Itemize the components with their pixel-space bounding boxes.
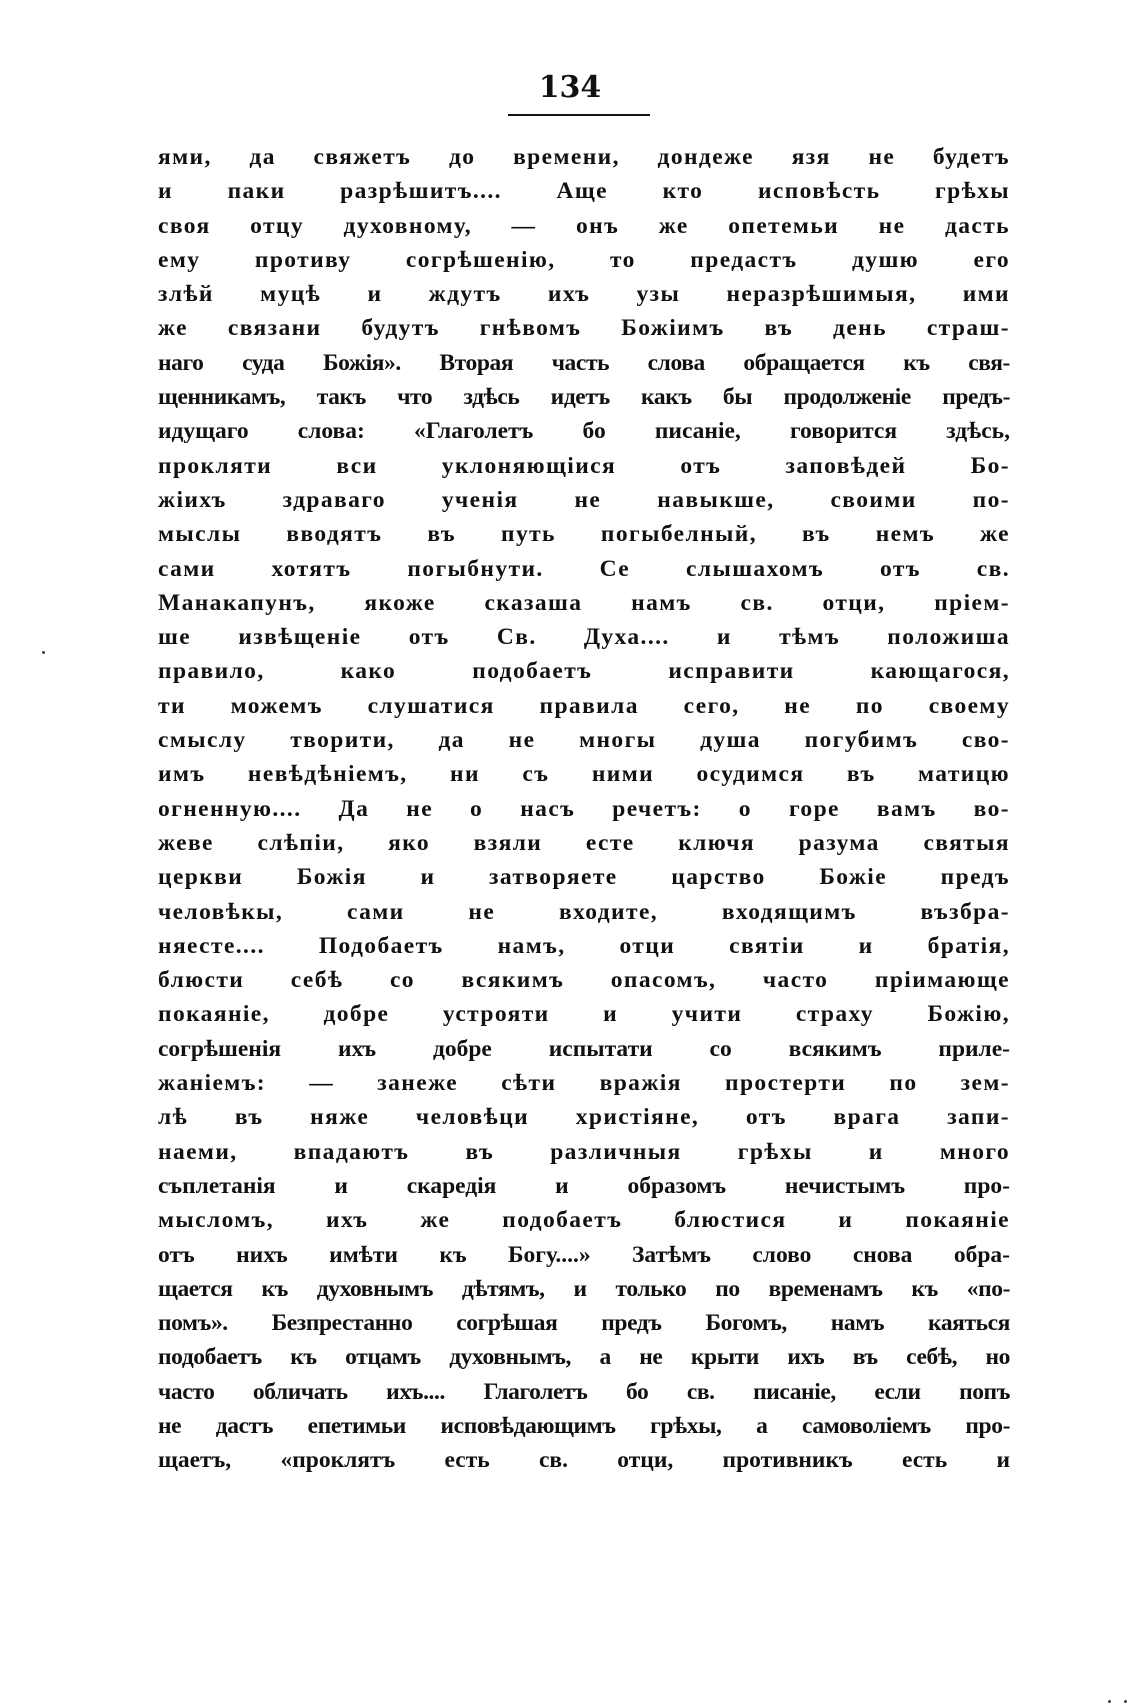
text-line: щается къ духовнымъ дѣтямъ, и только по временамъ къ «по- xyxy=(158,1275,1010,1302)
text-line: не дастъ епетимьи исповѣдающимъ грѣхы, а самоволіемъ про- xyxy=(158,1412,1010,1439)
text-line: идущаго слова: «Глаголетъ бо писаніе, говорится здѣсь, xyxy=(158,418,1010,445)
text-line: смыслу творити, да не многы душа погубимъ сво- xyxy=(158,727,1010,754)
text-line: Манакапунъ, якоже сказаша намъ св. отци, пріем- xyxy=(158,589,1010,616)
text-line: же связани будутъ гнѣвомъ Божіимъ въ день страш- xyxy=(158,315,1010,342)
text-line: церкви Божія и затворяете царство Божіе предъ xyxy=(158,864,1010,891)
text-line: отъ нихъ имѣти къ Богу....» Затѣмъ слово снова обра- xyxy=(158,1241,1010,1268)
text-line: согрѣшенія ихъ добре испытати со всякимъ приле- xyxy=(158,1035,1010,1062)
text-line: ти можемъ слушатися правила сего, не по своему xyxy=(158,692,1010,719)
text-line: щаетъ, «проклятъ есть св. отци, противникъ есть и xyxy=(158,1447,1010,1474)
text-line: подобаетъ къ отцамъ духовнымъ, а не крыти ихъ въ себѣ, но xyxy=(158,1344,1010,1371)
text-line: няесте.... Подобаетъ намъ, отци святіи и братія, xyxy=(158,932,1010,959)
text-line: съплетанія и скаредія и образомъ нечистымъ про- xyxy=(158,1172,1010,1199)
text-line: злѣй муцѣ и ждутъ ихъ узы неразрѣшимыя, ими xyxy=(158,281,1010,308)
text-line: покаяніе, добре устрояти и учити страху Божію, xyxy=(158,1001,1010,1028)
text-line: своя отцу духовному, — онъ же опетемьи не дасть xyxy=(158,212,1010,239)
text-line: прокляти вси уклоняющіися отъ заповѣдей Бо- xyxy=(158,452,1010,479)
text-line: сами хотятъ погыбнути. Се слышахомъ отъ св. xyxy=(158,555,1010,582)
text-line: жеве слѣпіи, яко взяли есте ключя разума святыя xyxy=(158,829,1010,856)
text-line: щенникамъ, такъ что здѣсь идетъ какъ бы продолженіе предъ- xyxy=(158,384,1010,411)
text-line: часто обличать ихъ.... Глаголетъ бо св. писаніе, если попъ xyxy=(158,1378,1010,1405)
text-line: лѣ въ няже человѣци христіяне, отъ врага запи- xyxy=(158,1104,1010,1131)
scan-speck xyxy=(42,651,45,654)
text-line: и паки разрѣшитъ.... Аще кто исповѣсть грѣхы xyxy=(158,178,1010,205)
text-line: человѣкы, сами не входите, входящимъ възбра- xyxy=(158,898,1010,925)
text-line: правило, како подобаетъ исправити кающагося, xyxy=(158,658,1010,685)
body-text xyxy=(158,140,1010,1478)
page-number: 134 xyxy=(538,70,602,105)
page-number-rule xyxy=(508,114,650,116)
text-line: мысломъ, ихъ же подобаетъ блюстися и покаяніе xyxy=(158,1207,1010,1234)
scan-speck xyxy=(1108,1700,1111,1703)
scan-speck xyxy=(1124,1700,1127,1703)
text-line: ему противу согрѣшенію, то предастъ душю его xyxy=(158,246,1010,273)
text-line: мыслы вводятъ въ путь погыбелный, въ немъ же xyxy=(158,521,1010,548)
text-line: ями, да свяжетъ до времени, дондеже язя не будетъ xyxy=(158,144,1010,170)
text-line: блюсти себѣ со всякимъ опасомъ, часто пріимающе xyxy=(158,967,1010,994)
text-line: ше извѣщеніе отъ Св. Духа.... и тѣмъ положиша xyxy=(158,624,1010,651)
text-line: огненную.... Да не о насъ речетъ: о горе вамъ во- xyxy=(158,795,1010,822)
text-line: имъ невѣдѣніемъ, ни съ ними осудимся въ матицю xyxy=(158,761,1010,788)
text-line: помъ». Безпрестанно согрѣшая предъ Богомъ, намъ каяться xyxy=(158,1310,1010,1337)
text-line: наго суда Божія». Вторая часть слова обращается къ свя- xyxy=(158,349,1010,376)
text-line: наеми, впадаютъ въ различныя грѣхы и много xyxy=(158,1138,1010,1165)
text-line: жіихъ здраваго ученія не навыкше, своими по- xyxy=(158,486,1010,513)
text-line: жаніемъ: — занеже сѣти вражія простерти по зем- xyxy=(158,1070,1010,1097)
